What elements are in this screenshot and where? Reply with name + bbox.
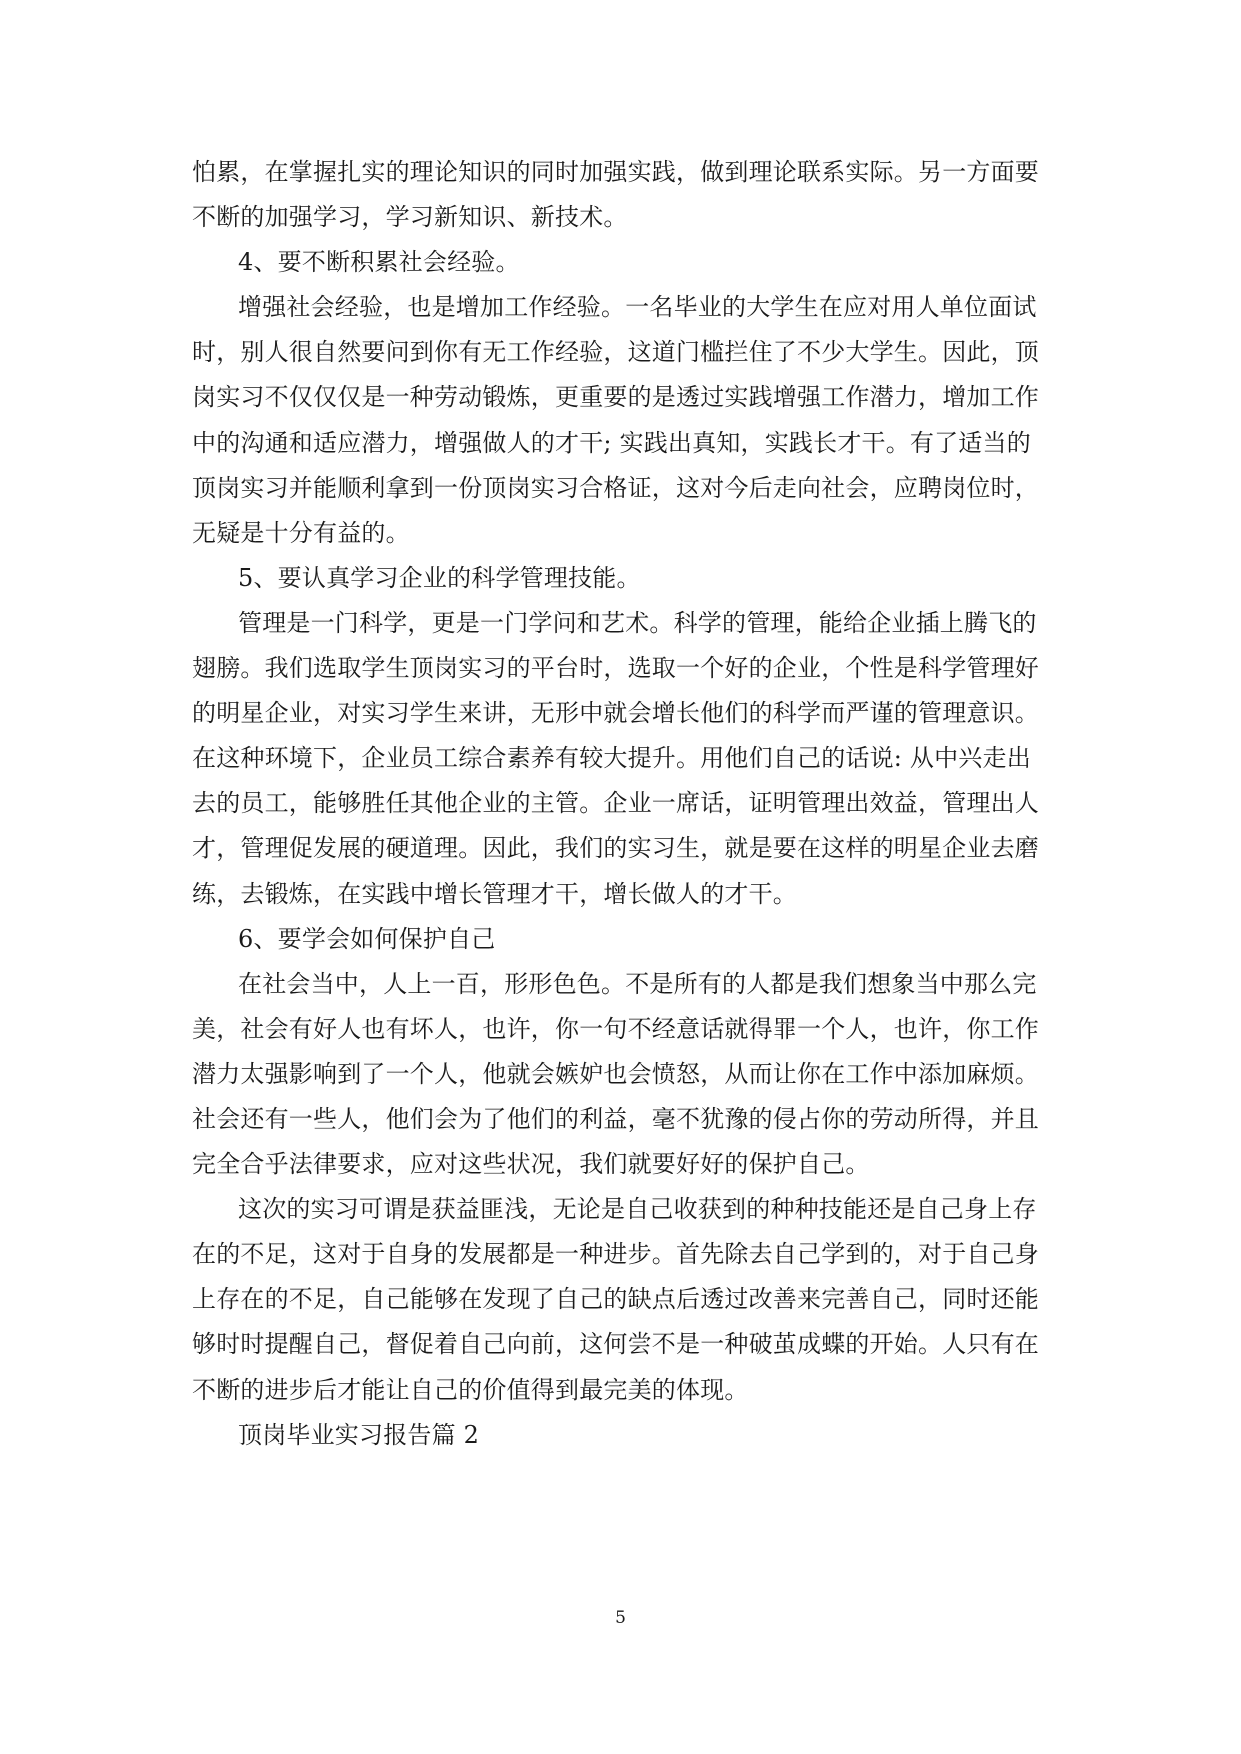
text-line: 在这种环境下，企业员工综合素养有较大提升。用他们自己的话说: 从中兴走出 bbox=[192, 744, 1031, 773]
text-line: 无疑是十分有益的。 bbox=[192, 518, 410, 547]
text-line: 完全合乎法律要求，应对这些状况，我们就要好好的保护自己。 bbox=[192, 1150, 870, 1179]
text-line: 怕累，在掌握扎实的理论知识的同时加强实践，做到理论联系实际。另一方面要 bbox=[192, 158, 1039, 186]
text-line: 在社会当中，人上一百，形形色色。不是所有的人都是我们想象当中那么完 bbox=[238, 969, 1037, 998]
text-line: 社会还有一些人，他们会为了他们的利益，毫不犹豫的侵占你的劳动所得，并且 bbox=[192, 1104, 1039, 1133]
body-text bbox=[192, 150, 1050, 1458]
text-line: 上存在的不足，自己能够在发现了自己的缺点后透过改善来完善自己，同时还能 bbox=[192, 1285, 1039, 1314]
text-line: 增强社会经验，也是增加工作经验。一名毕业的大学生在应对用人单位面试 bbox=[238, 293, 1037, 322]
text-line: 潜力太强影响到了一个人，他就会嫉妒也会愤怒，从而让你在工作中添加麻烦。 bbox=[192, 1059, 1039, 1088]
text-line: 在的不足，这对于自身的发展都是一种进步。首先除去自己学到的，对于自己身 bbox=[192, 1240, 1039, 1269]
text-line: 美，社会有好人也有坏人，也许，你一句不经意话就得罪一个人，也许，你工作 bbox=[192, 1014, 1039, 1043]
text-line: 时，别人很自然要问到你有无工作经验，这道门槛拦住了不少大学生。因此，顶 bbox=[192, 338, 1039, 367]
text-line: 不断的加强学习，学习新知识、新技术。 bbox=[192, 203, 628, 232]
text-line: 练，去锻炼，在实践中增长管理才干，增长做人的才干。 bbox=[192, 879, 797, 908]
text-line: 5、要认真学习企业的科学管理技能。 bbox=[238, 563, 641, 592]
text-line: 管理是一门科学，更是一门学问和艺术。科学的管理，能给企业插上腾飞的 bbox=[238, 608, 1037, 637]
text-line: 的明星企业，对实习学生来讲，无形中就会增长他们的科学而严谨的管理意识。 bbox=[192, 699, 1039, 728]
text-line: 这次的实习可谓是获益匪浅，无论是自己收获到的种种技能还是自己身上存 bbox=[238, 1195, 1037, 1224]
text-line: 6、要学会如何保护自己 bbox=[238, 924, 496, 953]
text-line: 岗实习不仅仅仅是一种劳动锻炼，更重要的是透过实践增强工作潜力，增加工作 bbox=[192, 383, 1039, 412]
text-line: 4、要不断积累社会经验。 bbox=[238, 248, 520, 277]
text-line: 够时时提醒自己，督促着自己向前，这何尝不是一种破茧成蝶的开始。人只有在 bbox=[192, 1330, 1039, 1359]
text-line: 才，管理促发展的硬道理。因此，我们的实习生，就是要在这样的明星企业去磨 bbox=[192, 834, 1039, 863]
page-number: 5 bbox=[615, 1608, 626, 1628]
text-line: 去的员工，能够胜任其他企业的主管。企业一席话，证明管理出效益，管理出人 bbox=[192, 789, 1039, 818]
text-line: 不断的进步后才能让自己的价值得到最完美的体现。 bbox=[192, 1375, 749, 1404]
text-line: 顶岗实习并能顺利拿到一份顶岗实习合格证，这对今后走向社会，应聘岗位时， bbox=[192, 473, 1039, 502]
text-line: 翅膀。我们选取学生顶岗实习的平台时，选取一个好的企业，个性是科学管理好 bbox=[192, 654, 1039, 683]
text-line: 顶岗毕业实习报告篇 2 bbox=[238, 1420, 480, 1449]
text-line: 中的沟通和适应潜力，增强做人的才干; 实践出真知，实践长才干。有了适当的 bbox=[192, 428, 1031, 457]
